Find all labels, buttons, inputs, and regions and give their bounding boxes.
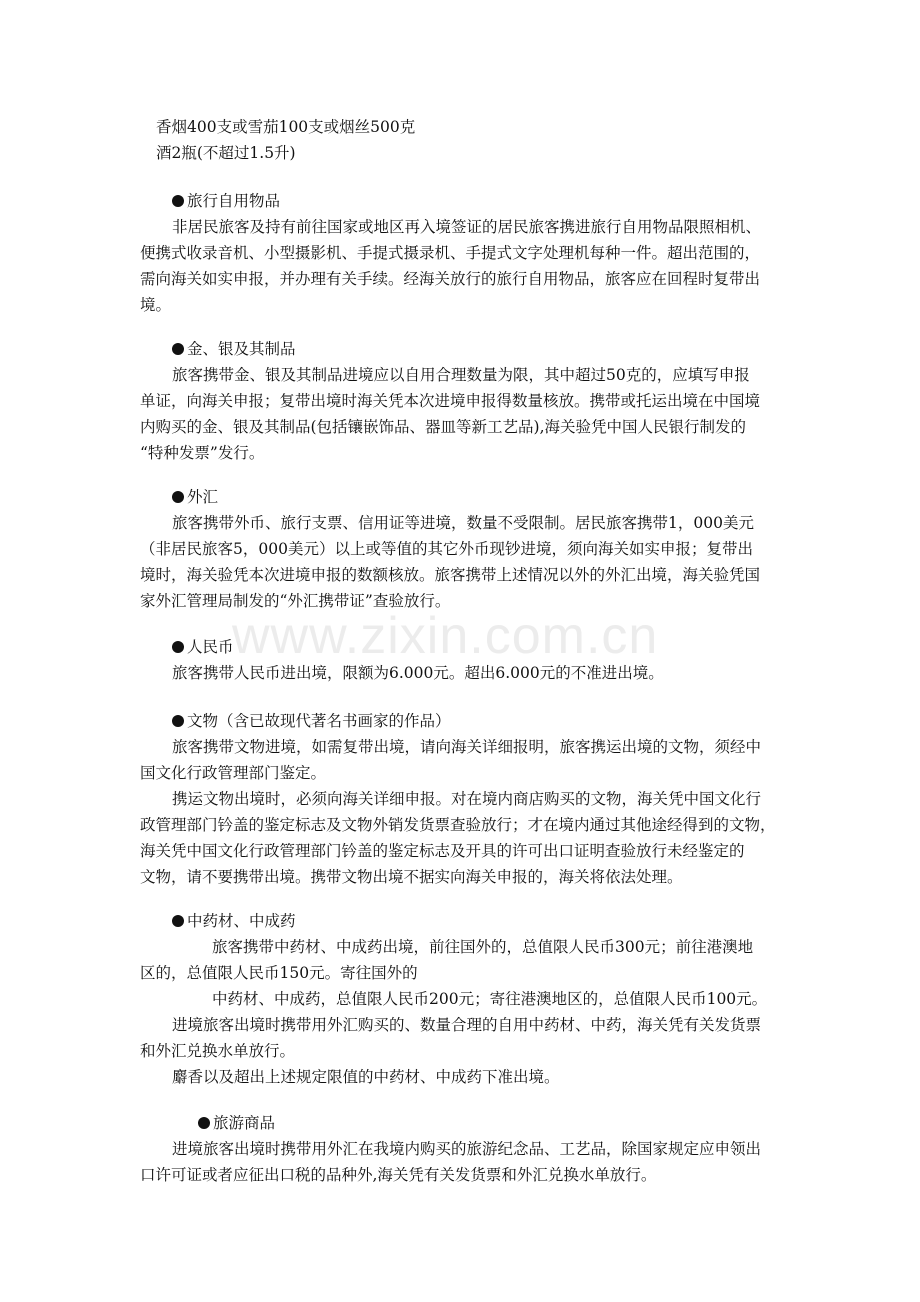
bullet-icon [172, 641, 184, 653]
section-heading-travel-items [172, 188, 280, 214]
paragraph-line: 旅客携带外币、旅行支票、信用证等进境，数量不受限制。居民旅客携带1，000美元 [172, 514, 754, 532]
paragraph-line: 进境旅客出境时携带用外汇在我境内购买的旅游纪念品、工艺品，除国家规定应申领出 [172, 1140, 762, 1158]
paragraph-line: 非居民旅客及持有前往国家或地区再入境签证的居民旅客携进旅行自用物品限照相机、 [172, 218, 762, 236]
paragraph-line: 口许可证或者应征出口税的品种外,海关凭有关发货票和外汇兑换水单放行。 [140, 1166, 657, 1184]
paragraph-line: 中药材、中成药，总值限人民币200元；寄往港澳地区的，总值限人民币100元。 [212, 990, 768, 1008]
paragraph-line: 海关凭中国文化行政管理部门钤盖的鉴定标志及开具的许可出口证明查验放行未经鉴定的 [140, 842, 745, 860]
paragraph-line: 政管理部门钤盖的鉴定标志及文物外销发货票查验放行；才在境内通过其他途经得到的文物， [140, 816, 776, 834]
bullet-icon [172, 343, 184, 355]
paragraph-line: 旅客携带金、银及其制品进境应以自用合理数量为限，其中超过50克的，应填写申报 [172, 366, 750, 384]
section-heading-rmb [172, 634, 234, 660]
heading-text: 旅游商品 [213, 1114, 276, 1132]
paragraph-line: 区的，总值限人民币150元。寄往国外的 [140, 964, 418, 982]
paragraph-line: 国文化行政管理部门鉴定。 [140, 764, 327, 782]
paragraph-line: 需向海关如实申报，并办理有关手续。经海关放行的旅行自用物品，旅客应在回程时复带出 [140, 270, 761, 288]
paragraph-line: “特种发票”发行。 [140, 444, 265, 462]
bullet-icon [172, 915, 184, 927]
paragraph-line: 文物，请不要携带出境。携带文物出境不据实向海关申报的，海关将依法处理。 [140, 868, 683, 886]
intro-line-2: 酒2瓶(不超过1.5升) [156, 144, 296, 162]
paragraph-line: 境时，海关验凭本次进境申报的数额核放。旅客携带上述情况以外的外汇出境，海关验凭国 [140, 566, 761, 584]
paragraph-line: 家外汇管理局制发的“外汇携带证”查验放行。 [140, 592, 451, 610]
paragraph-line: 便携式收录音机、小型摄影机、手提式摄录机、手提式文字处理机每种一件。超出范围的， [140, 244, 761, 262]
heading-text: 人民币 [187, 638, 234, 656]
bullet-icon [172, 491, 184, 503]
heading-text: 旅行自用物品 [187, 192, 281, 210]
paragraph-line: 旅客携带文物进境，如需复带出境，请向海关详细报明，旅客携运出境的文物，须经中 [172, 738, 762, 756]
bullet-icon [172, 195, 184, 207]
section-heading-gold-silver [172, 336, 296, 362]
paragraph-line: 境。 [140, 296, 172, 314]
paragraph-line: 旅客携带人民币进出境，限额为6.000元。超出6.000元的不准进出境。 [172, 664, 664, 682]
watermark: www.zixin.com.cn [232, 607, 659, 665]
section-heading-cultural-relics [172, 708, 451, 734]
paragraph-line: 携运文物出境时，必须向海关详细申报。对在境内商店购买的文物，海关凭中国文化行 [172, 790, 762, 808]
section-heading-tourist-goods [198, 1110, 275, 1136]
paragraph-line: 旅客携带中药材、中成药出境，前往国外的，总值限人民币300元；前往港澳地 [212, 938, 754, 956]
bullet-icon [198, 1117, 210, 1129]
section-heading-chinese-medicine [172, 908, 296, 934]
intro-line-1: 香烟400支或雪茄100支或烟丝500克 [156, 118, 416, 136]
heading-text: 金、银及其制品 [187, 340, 296, 358]
paragraph-line: 和外汇兑换水单放行。 [140, 1042, 296, 1060]
paragraph-line: （非居民旅客5，000美元）以上或等值的其它外币现钞进境，须向海关如实申报；复带出 [140, 540, 753, 558]
section-heading-foreign-exchange [172, 484, 218, 510]
paragraph-line: 进境旅客出境时携带用外汇购买的、数量合理的自用中药材、中药，海关凭有关发货票 [172, 1016, 762, 1034]
paragraph-line: 内购买的金、银及其制品(包括镶嵌饰品、器皿等新工艺品),海关验凭中国人民银行制发的 [140, 418, 747, 436]
heading-text: 中药材、中成药 [187, 912, 296, 930]
paragraph-line: 麝香以及超出上述规定限值的中药材、中成药下准出境。 [172, 1068, 560, 1086]
heading-text: 文物（含已故现代著名书画家的作品） [187, 712, 451, 730]
paragraph-line: 单证，向海关申报；复带出境时海关凭本次进境申报得数量核放。携带或托运出境在中国境 [140, 392, 761, 410]
bullet-icon [172, 715, 184, 727]
heading-text: 外汇 [187, 488, 219, 506]
